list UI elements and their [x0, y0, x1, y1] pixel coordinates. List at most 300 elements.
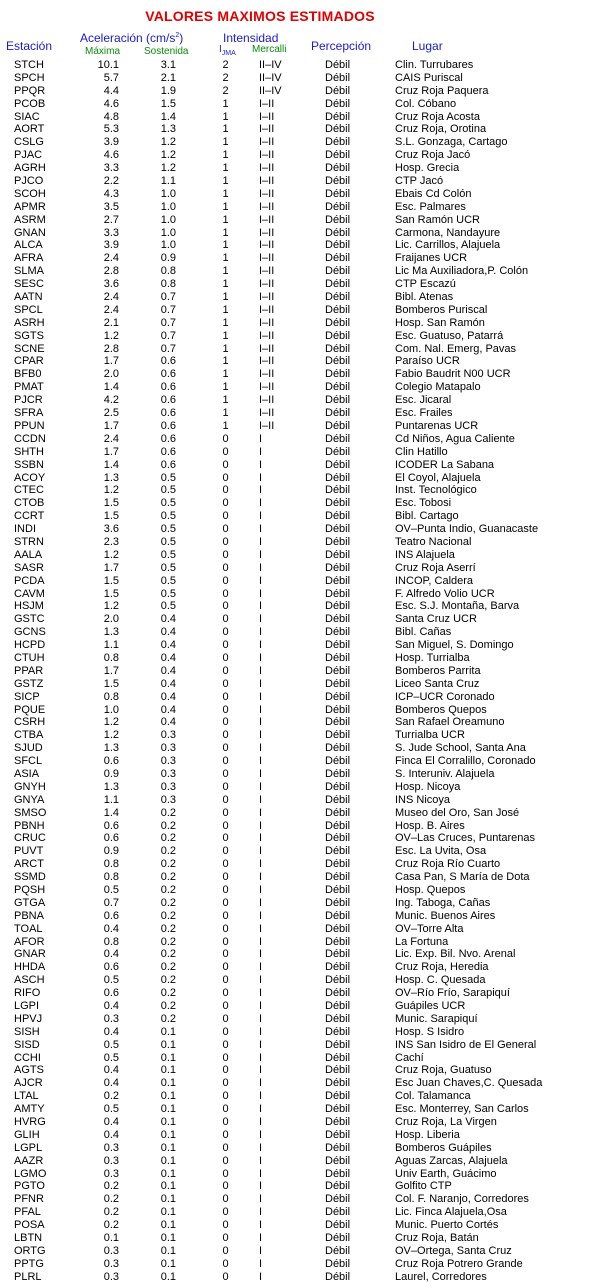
intensity-jma: 2 — [222, 59, 229, 71]
table-row — [0, 910, 590, 923]
acceleration-max: 0.4 — [103, 1128, 119, 1141]
acceleration-max: 5.7 — [103, 71, 119, 84]
table-row — [0, 923, 590, 936]
intensity-mercalli: I — [259, 896, 263, 909]
acceleration-max: 2.8 — [103, 265, 119, 278]
perception: Débil — [325, 626, 351, 639]
intensity-jma: 0 — [222, 1232, 229, 1245]
location: Cruz Roja Paquera — [395, 84, 489, 97]
intensity-jma: 0 — [222, 1193, 229, 1206]
perception: Débil — [325, 419, 351, 432]
perception: Débil — [325, 458, 351, 471]
intensity-mercalli: I–II — [259, 419, 275, 432]
station-code: SESC — [14, 278, 44, 291]
station-code: LGMO — [14, 1167, 47, 1180]
table-row — [0, 562, 590, 575]
perception: Débil — [325, 858, 351, 871]
intensity-jma: 2 — [222, 71, 229, 84]
intensity-jma: 1 — [222, 419, 229, 432]
intensity-jma: 0 — [222, 1270, 229, 1283]
acceleration-sustained: 0.6 — [160, 381, 176, 394]
acceleration-max: 1.4 — [103, 458, 119, 471]
acceleration-sustained: 0.3 — [160, 755, 176, 768]
intensity-jma: 1 — [222, 303, 229, 316]
location: Bomberos Guápiles — [395, 1141, 492, 1154]
table-row — [0, 1064, 590, 1077]
intensity-jma: 0 — [222, 1206, 229, 1219]
intensity-mercalli: I — [259, 1167, 263, 1180]
table-row — [0, 768, 590, 781]
location: La Fortuna — [395, 935, 449, 948]
table-row — [0, 214, 590, 227]
location: San Miguel, S. Domingo — [395, 639, 514, 652]
location: INCOP, Caldera — [395, 574, 474, 587]
acceleration-sustained: 0.6 — [160, 445, 176, 458]
acceleration-sustained: 1.0 — [160, 213, 176, 226]
perception: Débil — [325, 948, 351, 961]
table-row — [0, 755, 590, 768]
acceleration-sustained: 0.4 — [160, 613, 176, 626]
intensity-jma: 0 — [222, 729, 229, 742]
station-code: SSMD — [14, 871, 46, 884]
location: CAIS Puriscal — [395, 71, 463, 84]
station-code: PFNR — [14, 1193, 44, 1206]
intensity-jma: 0 — [222, 1116, 229, 1129]
table-row — [0, 1013, 590, 1026]
station-code: GNYA — [14, 793, 45, 806]
location: Hosp. Quepos — [395, 884, 466, 896]
acceleration-max: 3.3 — [103, 162, 119, 175]
intensity-jma: 0 — [222, 716, 229, 729]
station-code: TOAL — [14, 922, 43, 935]
station-code: PCOB — [14, 97, 46, 110]
perception: Débil — [325, 110, 351, 123]
acceleration-max: 1.7 — [103, 664, 119, 677]
acceleration-max: 1.2 — [103, 484, 119, 497]
perception: Débil — [325, 1116, 351, 1129]
intensity-jma: 0 — [222, 806, 229, 819]
intensity-jma: 0 — [222, 548, 229, 561]
intensity-jma: 0 — [222, 432, 229, 445]
acceleration-sustained: 0.2 — [160, 845, 176, 858]
table-row — [0, 652, 590, 665]
intensity-mercalli: I — [259, 445, 263, 458]
header-percepcion: Percepción — [311, 39, 372, 53]
station-code: POSA — [14, 1219, 45, 1232]
acceleration-sustained: 0.1 — [160, 1090, 176, 1103]
intensity-mercalli: I — [259, 548, 263, 561]
station-code: SCNE — [14, 342, 45, 355]
acceleration-sustained: 0.3 — [160, 742, 176, 755]
acceleration-sustained: 0.3 — [160, 767, 176, 780]
acceleration-max: 2.1 — [103, 316, 119, 329]
intensity-jma: 0 — [222, 884, 229, 896]
table-row — [0, 291, 590, 304]
acceleration-max: 1.5 — [103, 497, 119, 510]
acceleration-sustained: 0.1 — [160, 1244, 176, 1257]
location: Liceo Santa Cruz — [395, 677, 480, 690]
perception: Débil — [325, 149, 351, 162]
station-code: LBTN — [14, 1232, 43, 1245]
table-row — [0, 1219, 590, 1232]
perception: Débil — [325, 793, 351, 806]
station-code: SCOH — [14, 187, 46, 200]
intensity-mercalli: I–II — [259, 162, 275, 175]
acceleration-max: 0.4 — [103, 1077, 119, 1090]
perception: Débil — [325, 832, 351, 845]
location: Col. Cóbano — [395, 97, 457, 110]
table-row — [0, 871, 590, 884]
location: Hosp. S Isidro — [395, 1025, 465, 1038]
location: Hosp. C. Quesada — [395, 974, 486, 987]
location: Bomberos Quepos — [395, 703, 487, 716]
station-code: AGRH — [14, 162, 46, 175]
acceleration-max: 0.4 — [103, 922, 119, 935]
subheader-ijma — [219, 44, 236, 55]
station-code: CSRH — [14, 716, 46, 729]
acceleration-sustained: 0.6 — [160, 432, 176, 445]
table-row — [0, 588, 590, 601]
location: Cruz Roja Acosta — [395, 110, 480, 123]
acceleration-sustained: 0.3 — [160, 793, 176, 806]
perception: Débil — [325, 1128, 351, 1141]
perception: Débil — [325, 407, 351, 420]
station-code: SASR — [14, 561, 44, 574]
acceleration-sustained: 0.4 — [160, 651, 176, 664]
location: Inst. Tecnológico — [395, 484, 477, 497]
station-code: APMR — [14, 200, 46, 213]
subheader-ijma-subscript: JMA — [221, 50, 236, 57]
intensity-mercalli: II–IV — [259, 71, 282, 84]
table-row — [0, 446, 590, 459]
perception: Débil — [325, 84, 351, 97]
acceleration-max: 1.7 — [103, 355, 119, 368]
station-code: ASCH — [14, 974, 45, 987]
intensity-jma: 0 — [222, 677, 229, 690]
station-code: SJUD — [14, 742, 43, 755]
intensity-jma: 0 — [222, 1025, 229, 1038]
intensity-jma: 0 — [222, 1244, 229, 1257]
station-code: SFRA — [14, 407, 44, 420]
acceleration-max: 2.7 — [103, 213, 119, 226]
station-code: GNYH — [14, 780, 46, 793]
location: Cruz Roja, Heredia — [395, 961, 489, 974]
location: Esc. Jicaral — [395, 394, 452, 407]
acceleration-sustained: 0.2 — [160, 987, 176, 1000]
acceleration-sustained: 0.2 — [160, 884, 176, 896]
intensity-mercalli: I — [259, 458, 263, 471]
location: Cruz Roja, La Virgen — [395, 1116, 497, 1129]
table-row — [0, 820, 590, 833]
acceleration-max: 0.5 — [103, 1103, 119, 1116]
intensity-jma: 1 — [222, 149, 229, 162]
acceleration-max: 2.4 — [103, 303, 119, 316]
table-row — [0, 549, 590, 562]
acceleration-max: 0.2 — [103, 1180, 119, 1193]
intensity-mercalli: I–II — [259, 381, 275, 394]
intensity-jma: 0 — [222, 1051, 229, 1064]
acceleration-sustained: 0.5 — [160, 523, 176, 536]
acceleration-sustained: 0.5 — [160, 484, 176, 497]
table-row — [0, 1116, 590, 1129]
intensity-jma: 1 — [222, 136, 229, 149]
table-row — [0, 1271, 590, 1284]
perception: Débil — [325, 523, 351, 536]
intensity-mercalli: I — [259, 793, 263, 806]
location: Esc. S.J. Montaña, Barva — [395, 600, 520, 613]
location: OV–Ortega, Santa Cruz — [395, 1244, 512, 1257]
intensity-mercalli: I–II — [259, 187, 275, 200]
intensity-mercalli: I–II — [259, 291, 275, 304]
acceleration-max: 0.9 — [103, 845, 119, 858]
location: Finca El Corralillo, Coronado — [395, 755, 536, 768]
perception: Débil — [325, 368, 351, 381]
acceleration-max: 3.9 — [103, 136, 119, 149]
location: Bomberos Parrita — [395, 664, 481, 677]
station-code: AATN — [14, 291, 43, 304]
acceleration-sustained: 2.1 — [160, 71, 176, 84]
intensity-mercalli: I — [259, 884, 263, 896]
perception: Débil — [325, 200, 351, 213]
perception: Débil — [325, 535, 351, 548]
intensity-jma: 1 — [222, 342, 229, 355]
intensity-mercalli: I–II — [259, 265, 275, 278]
intensity-jma: 1 — [222, 213, 229, 226]
intensity-mercalli: I — [259, 871, 263, 884]
perception: Débil — [325, 1154, 351, 1167]
table-row — [0, 1245, 590, 1258]
location: Fraijanes UCR — [395, 252, 468, 265]
acceleration-max: 0.4 — [103, 1025, 119, 1038]
acceleration-max: 4.2 — [103, 394, 119, 407]
station-code: GSTZ — [14, 677, 44, 690]
table-row — [0, 149, 590, 162]
table-row — [0, 175, 590, 188]
table-row — [0, 845, 590, 858]
acceleration-sustained: 0.2 — [160, 935, 176, 948]
intensity-jma: 0 — [222, 690, 229, 703]
intensity-jma: 0 — [222, 819, 229, 832]
intensity-mercalli: I — [259, 1116, 263, 1129]
intensity-mercalli: I–II — [259, 213, 275, 226]
location: Com. Nal. Emerg, Pavas — [395, 342, 517, 355]
acceleration-max: 0.6 — [103, 961, 119, 974]
acceleration-sustained: 0.2 — [160, 858, 176, 871]
intensity-mercalli: I — [259, 523, 263, 536]
station-code: STRN — [14, 535, 44, 548]
location: Cruz Roja, Orotina — [395, 123, 487, 136]
acceleration-max: 2.0 — [103, 613, 119, 626]
acceleration-max: 0.3 — [103, 1270, 119, 1283]
location: Lic. Exp. Bil. Nvo. Arenal — [395, 948, 516, 961]
acceleration-max: 2.0 — [103, 368, 119, 381]
table-row — [0, 1232, 590, 1245]
acceleration-max: 0.8 — [103, 871, 119, 884]
table-row — [0, 948, 590, 961]
station-code: HVRG — [14, 1116, 46, 1129]
acceleration-max: 1.3 — [103, 471, 119, 484]
intensity-jma: 1 — [222, 291, 229, 304]
station-code: SLMA — [14, 265, 44, 278]
acceleration-sustained: 0.1 — [160, 1232, 176, 1245]
intensity-jma: 0 — [222, 832, 229, 845]
perception: Débil — [325, 213, 351, 226]
acceleration-max: 0.4 — [103, 1000, 119, 1013]
location: OV–Las Cruces, Puntarenas — [395, 832, 536, 845]
intensity-jma: 0 — [222, 600, 229, 613]
intensity-jma: 0 — [222, 1077, 229, 1090]
intensity-jma: 0 — [222, 755, 229, 768]
acceleration-sustained: 1.1 — [160, 175, 176, 188]
acceleration-max: 4.8 — [103, 110, 119, 123]
intensity-mercalli: I — [259, 1180, 263, 1193]
station-code: LGPL — [14, 1141, 43, 1154]
intensity-mercalli: I — [259, 1012, 263, 1025]
table-row — [0, 317, 590, 330]
table-row — [0, 1142, 590, 1155]
intensity-mercalli: I–II — [259, 303, 275, 316]
acceleration-sustained: 1.0 — [160, 239, 176, 252]
perception: Débil — [325, 1270, 351, 1283]
table-row — [0, 781, 590, 794]
acceleration-sustained: 1.2 — [160, 136, 176, 149]
intensity-mercalli: I — [259, 819, 263, 832]
location: Lic. Carrillos, Alajuela — [395, 239, 501, 252]
acceleration-sustained: 0.5 — [160, 587, 176, 600]
location: Santa Cruz UCR — [395, 613, 477, 626]
perception: Débil — [325, 1232, 351, 1245]
location: Hosp. Grecia — [395, 162, 460, 175]
location: Teatro Nacional — [395, 535, 472, 548]
intensity-jma: 0 — [222, 896, 229, 909]
acceleration-max: 0.3 — [103, 1154, 119, 1167]
table-row — [0, 278, 590, 291]
perception: Débil — [325, 729, 351, 742]
intensity-mercalli: I — [259, 1090, 263, 1103]
intensity-jma: 0 — [222, 1128, 229, 1141]
intensity-mercalli: I — [259, 690, 263, 703]
acceleration-sustained: 1.0 — [160, 187, 176, 200]
header-aceleracion-exponent: 2 — [175, 32, 180, 39]
intensity-jma: 1 — [222, 97, 229, 110]
acceleration-sustained: 1.2 — [160, 162, 176, 175]
table-row — [0, 1155, 590, 1168]
perception: Débil — [325, 922, 351, 935]
location: Hosp. Turrialba — [395, 651, 470, 664]
location: Fabio Baudrit N00 UCR — [395, 368, 511, 381]
table-row — [0, 85, 590, 98]
intensity-mercalli: I–II — [259, 110, 275, 123]
acceleration-sustained: 0.7 — [160, 303, 176, 316]
location: Golfito CTP — [395, 1180, 452, 1193]
intensity-mercalli: I — [259, 1154, 263, 1167]
intensity-mercalli: I–II — [259, 175, 275, 188]
intensity-jma: 0 — [222, 1000, 229, 1013]
intensity-jma: 0 — [222, 639, 229, 652]
table-row — [0, 729, 590, 742]
location: Paraíso UCR — [395, 355, 460, 368]
station-code: HPVJ — [14, 1012, 43, 1025]
station-code: PBNH — [14, 819, 45, 832]
table-row — [0, 1180, 590, 1193]
station-code: SIAC — [14, 110, 40, 123]
perception: Débil — [325, 909, 351, 922]
intensity-mercalli: I–II — [259, 149, 275, 162]
station-code: CCDN — [14, 432, 46, 445]
table-row — [0, 1103, 590, 1116]
acceleration-sustained: 0.5 — [160, 600, 176, 613]
acceleration-max: 1.3 — [103, 742, 119, 755]
perception: Débil — [325, 884, 351, 896]
acceleration-sustained: 0.1 — [160, 1038, 176, 1051]
location: S.L. Gonzaga, Cartago — [395, 136, 508, 149]
table-row — [0, 484, 590, 497]
acceleration-max: 2.4 — [103, 291, 119, 304]
perception: Débil — [325, 639, 351, 652]
acceleration-max: 0.6 — [103, 819, 119, 832]
intensity-mercalli: I — [259, 1270, 263, 1283]
perception: Débil — [325, 987, 351, 1000]
table-row — [0, 961, 590, 974]
intensity-mercalli: I — [259, 574, 263, 587]
intensity-jma: 0 — [222, 574, 229, 587]
intensity-jma: 0 — [222, 535, 229, 548]
acceleration-max: 1.5 — [103, 587, 119, 600]
perception: Débil — [325, 432, 351, 445]
perception: Débil — [325, 561, 351, 574]
table-row — [0, 510, 590, 523]
acceleration-max: 0.6 — [103, 832, 119, 845]
location: Casa Pan, S María de Dota — [395, 871, 530, 884]
station-code: ORTG — [14, 1244, 46, 1257]
acceleration-max: 3.5 — [103, 200, 119, 213]
acceleration-max: 1.4 — [103, 381, 119, 394]
acceleration-sustained: 0.2 — [160, 871, 176, 884]
table-row — [0, 111, 590, 124]
table-row — [0, 227, 590, 240]
intensity-jma: 0 — [222, 948, 229, 961]
location: Esc. Tobosi — [395, 497, 452, 510]
perception: Débil — [325, 974, 351, 987]
acceleration-max: 1.1 — [103, 793, 119, 806]
acceleration-max: 0.2 — [103, 1219, 119, 1232]
acceleration-sustained: 0.2 — [160, 909, 176, 922]
intensity-mercalli: I — [259, 587, 263, 600]
perception: Débil — [325, 819, 351, 832]
acceleration-sustained: 0.4 — [160, 664, 176, 677]
acceleration-max: 0.2 — [103, 1090, 119, 1103]
perception: Débil — [325, 278, 351, 291]
perception: Débil — [325, 471, 351, 484]
location: Ebais Cd Colón — [395, 187, 472, 200]
acceleration-max: 1.5 — [103, 510, 119, 523]
subheader-ijma-label: I — [219, 44, 222, 55]
perception: Débil — [325, 1206, 351, 1219]
intensity-mercalli: I — [259, 664, 263, 677]
station-code: SPCL — [14, 303, 43, 316]
station-code: CAVM — [14, 587, 45, 600]
acceleration-max: 0.8 — [103, 690, 119, 703]
perception: Débil — [325, 136, 351, 149]
intensity-jma: 1 — [222, 329, 229, 342]
acceleration-sustained: 0.4 — [160, 626, 176, 639]
acceleration-max: 0.3 — [103, 1257, 119, 1270]
intensity-jma: 0 — [222, 974, 229, 987]
table-row — [0, 858, 590, 871]
perception: Débil — [325, 613, 351, 626]
location: Clin Hatillo — [395, 445, 448, 458]
perception: Débil — [325, 935, 351, 948]
